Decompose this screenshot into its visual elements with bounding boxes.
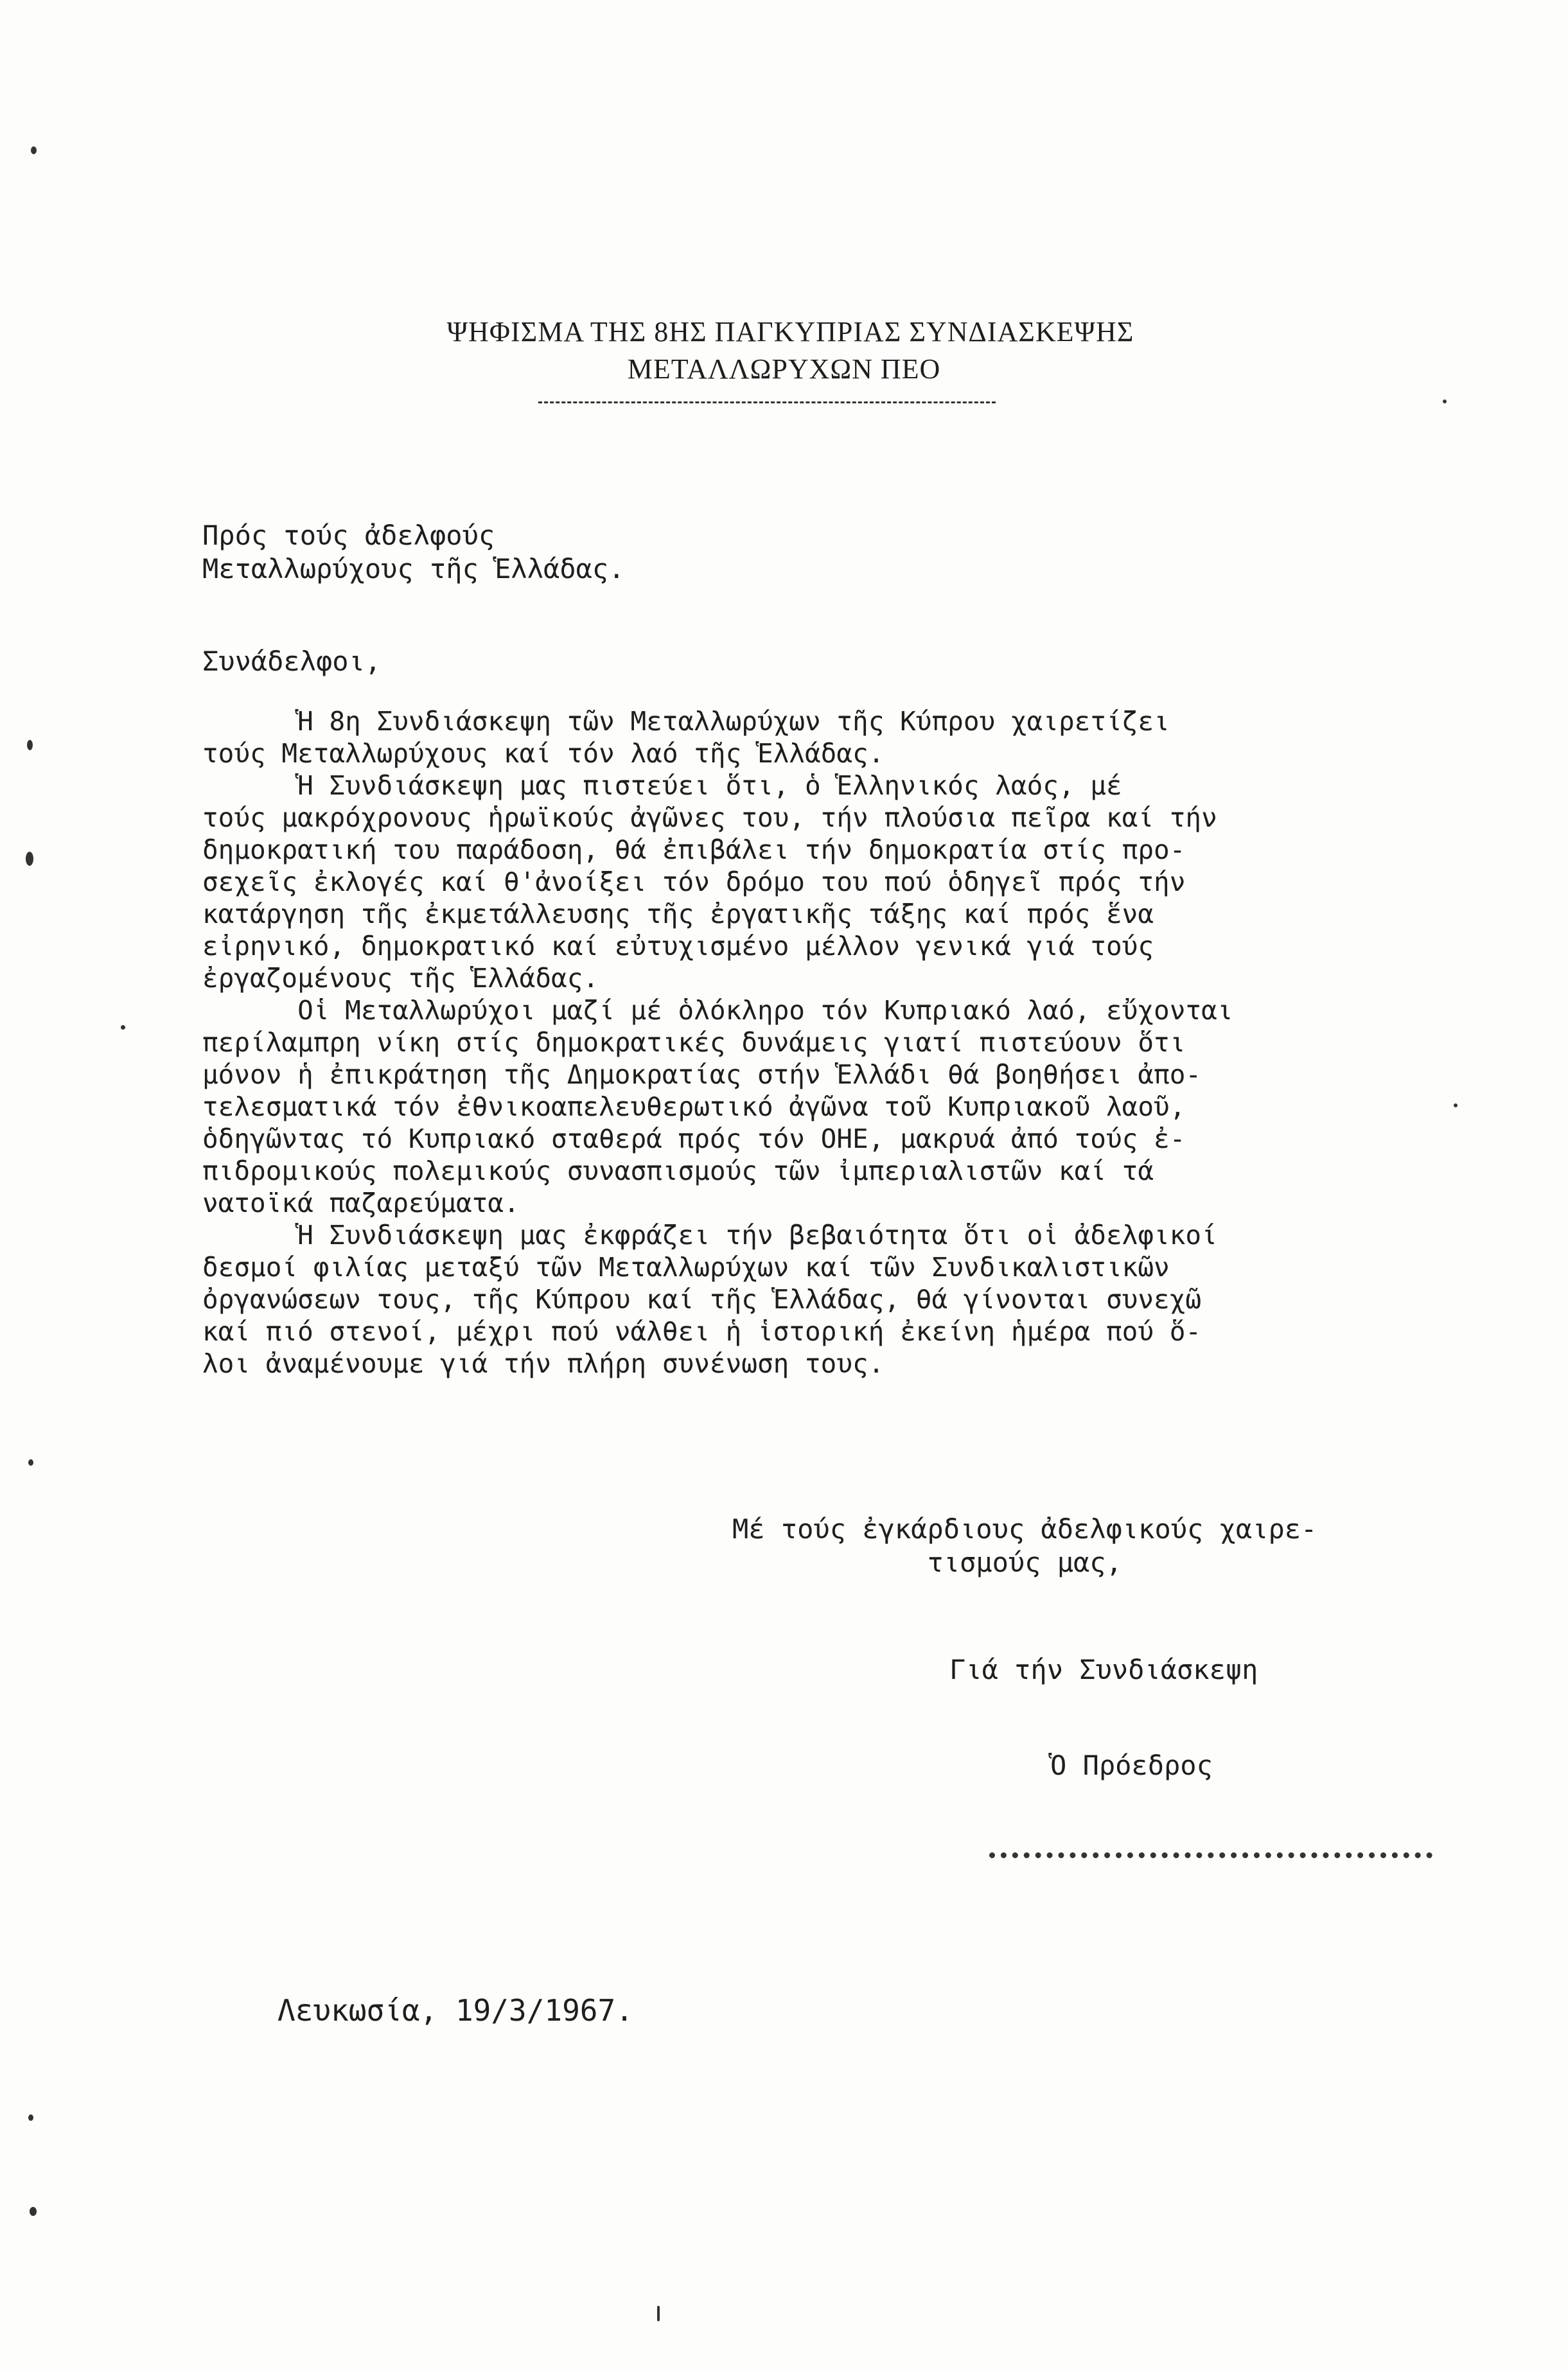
title-line-1: ΨΗΦΙΣΜΑ ΤΗΣ 8ΗΣ ΠΑΓΚΥΠΡΙΑΣ ΣΥΝΔΙΑΣΚΕΨΗΣ (446, 316, 1134, 347)
scan-speck (26, 852, 33, 866)
scan-speck (121, 1025, 125, 1030)
scan-speck (1443, 400, 1447, 403)
salutation: Συνάδελφοι, (202, 646, 382, 677)
signature-for-conference: Γιά τήν Συνδιάσκεψη (949, 1654, 1258, 1685)
scan-speck (27, 740, 33, 750)
resolution-title (0, 313, 1568, 388)
scan-speck (1454, 1103, 1458, 1107)
addressee: Πρός τούς ἀδελφούς Μεταλλωρύχους τῆς Ἑλλάδας. (202, 520, 625, 584)
signature-president: Ὁ Πρόεδρος (1050, 1750, 1213, 1781)
letter-body: Ἡ 8η Συνδιάσκεψη τῶν Μεταλλωρύχων τῆς Κύπρου χαιρετίζει τούς Μεταλλωρύχους καί τόν λαό τῆς Ἑλλάδας. Ἡ Συνδιάσκεψη μας πιστεύει ὅτι, ὁ Ἑλληνικός λαός, μέ τούς μακρόχρονους ἡρωϊκούς ἀγῶνες του, τήν πλούσια πεῖρα καί τήν δημοκρατική του παράδοση, θά ἐπιβάλει τήν δημοκρατία στίς προ- σεχεῖς ἐκλογές καί θ'ἀνοίξει τόν δρόμο του πού ὁδηγεῖ πρός τήν κατάργηση τῆς ἐκμετάλλευσης τῆς ἐργατικῆς τάξης καί πρός ἕνα εἰρηνικό, δημοκρατικό καί εὐτυχισμένο μέλλον γενικά γιά τούς ἐργαζομένους τῆς Ἑλλάδας. Οἱ Μεταλλωρύχοι μαζί μέ ὁλόκληρο τόν Κυπριακό λαό, εὔχονται περίλαμπρη νίκη στίς δημοκρατικές δυνάμεις γιατί πιστεύουν ὅτι μόνον ἡ ἐπικράτηση τῆς Δημοκρατίας στήν Ἑλλάδι θά βοηθήσει ἀπο- τελεσματικά τόν ἐθνικοαπελευθερωτικό ἀγῶνα τοῦ Κυπριακοῦ λαοῦ, ὁδηγῶντας τό Κυπριακό σταθερά πρός τόν ΟΗΕ, μακρυά ἀπό τούς ἐ- πιδρομικούς πολεμικούς συνασπισμούς τῶν ἰμπεριαλιστῶν καί τά νατοϊκά παζαρεύματα. Ἡ Συνδιάσκεψη μας ἐκφράζει τήν βεβαιότητα ὅτι οἱ ἀδελφικοί δεσμοί φιλίας μεταξύ τῶν Μεταλλωρύχων καί τῶν Συνδικαλιστικῶν ὀργανώσεων τους, τῆς Κύπρου καί τῆς Ἑλλάδας, θά γίνονται συνεχῶ καί πιό στενοί, μέχρι πού νάλθει ἡ ἱστορική ἐκείνη ἡμέρα πού ὅ- λοι ἀναμένουμε γιά τήν πλήρη συνένωση τους. (202, 706, 1233, 1379)
signature-line (989, 1852, 1432, 1858)
scan-speck (657, 2306, 660, 2321)
place-and-date: Λευκωσία, 19/3/1967. (277, 1993, 633, 2028)
scan-speck (28, 1459, 33, 1466)
closing-greeting: Μέ τούς ἐγκάρδιους ἀδελφικούς χαιρε- τισμούς μας, (732, 1513, 1317, 1578)
scan-speck (28, 2114, 33, 2121)
scan-speck (30, 2207, 37, 2216)
scan-speck (31, 146, 37, 154)
title-underline (538, 401, 996, 403)
title-line-2: ΜΕΤΑΛΛΩΡΥΧΩΝ ΠΕΟ (627, 353, 941, 385)
